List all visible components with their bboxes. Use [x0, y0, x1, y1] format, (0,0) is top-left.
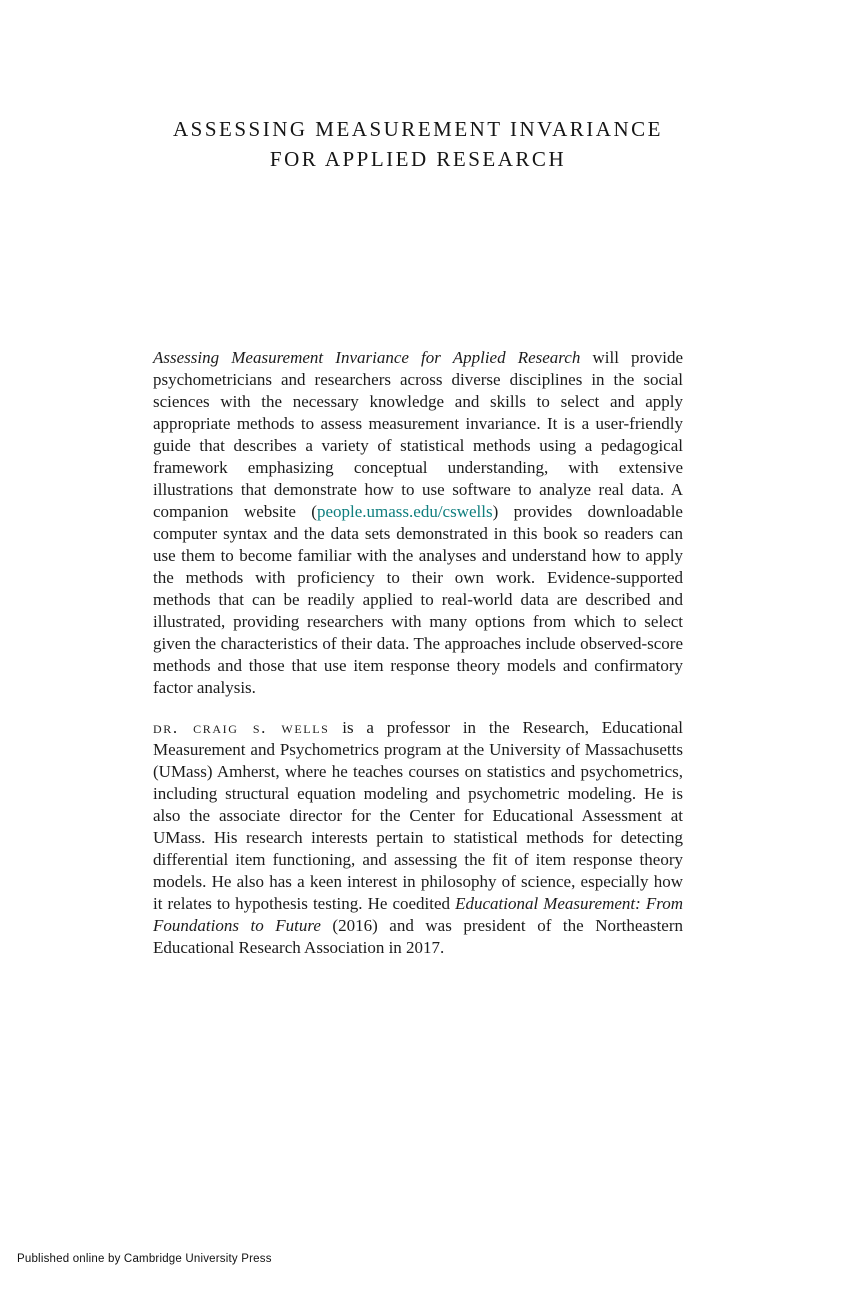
text-segment: (2016) and was president of the Northeastern Educational Research Association in 2017. — [153, 916, 683, 957]
body-text-column — [153, 347, 683, 959]
author-name: dr. craig s. wells — [153, 718, 330, 737]
publisher-note: Published online by Cambridge University Press — [17, 1253, 272, 1265]
text-segment: Educational Measurement: From Foundations to Future — [153, 894, 683, 935]
text-segment: Assessing Measurement Invariance for Applied Research — [153, 348, 581, 367]
companion-website-link[interactable]: people.umass.edu/cswells — [316, 502, 493, 521]
text-segment: is a professor in the Research, Educational Measurement and Psychometrics program at the University of Massachusetts (UMass) Amherst, where he teaches courses on statistics and psychometrics, including structural equation modeling and psychometric modeling. He is also the associate director for the Center for Educational Assessment at UMass. His research interests pertain to statistical methods for detecting differential item functioning, and assessing the fit of item response theory models. He also has a keen interest in philosophy of science, especially how it relates to hypothesis testing. He coedited — [153, 718, 683, 913]
author-bio-paragraph — [153, 717, 683, 959]
text-segment: ) provides downloadable computer syntax and the data sets demonstrated in this book so readers can use them to become familiar with the analyses and understand how to apply the methods with proficiency to their own work. Evidence-supported methods that can be readily applied to real-world data are described and illustrated, providing researchers with many options from which to select given the characteristics of their data. The approaches include observed-score methods and those that use item response theory models and confirmatory factor analysis. — [153, 502, 683, 697]
title-line-2: FOR APPLIED RESEARCH — [269, 147, 567, 172]
page-title — [153, 114, 683, 174]
book-description-paragraph — [153, 347, 683, 699]
text-segment: will provide psychometricians and researchers across diverse disciplines in the social sciences with the necessary knowledge and skills to select and apply appropriate methods to assess measurement invariance. It is a user-friendly guide that describes a variety of statistical methods using a pedagogical framework emphasizing conceptual understanding, with extensive illustrations that demonstrate how to use software to analyze real data. A companion website ( — [153, 348, 683, 521]
title-line-1: ASSESSING MEASUREMENT INVARIANCE — [173, 117, 663, 142]
